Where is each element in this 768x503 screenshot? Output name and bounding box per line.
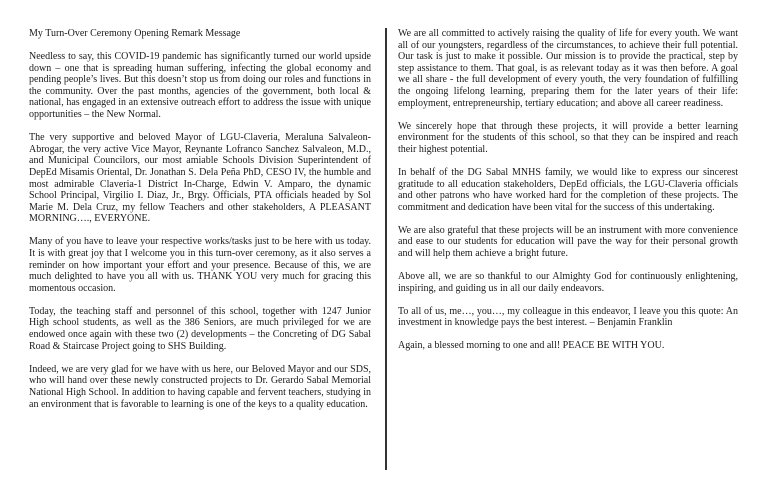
paragraph-pandemic-intro: Needless to say, this COVID-19 pandemic has significantly turned our world upside down – one that is spreading human suffering, infecting the global economy and pending people’s lives. But this doesn’t stop us from doing our roles and functions in the community. Over the past months, agencies of the government, both local & national, has engaged in an extensive outreach effort to address the issue with unique opportunities – the New Normal. xyxy=(29,51,371,121)
paragraph-grateful: We are also grateful that these projects will be an instrument with more convenience and ease to our students for education will pave the way for their personal growth and will help them achieve a bright future. xyxy=(398,224,738,259)
paragraph-greetings: The very supportive and beloved Mayor of LGU-Claveria, Meraluna Salvaleon-Abrogar, the very active Vice Mayor, Reynante Lofranco Sanchez Salvaleon, M.D., and Municipal Councilors, our most amiable Schools Division Superintendent of DepEd Misamis Oriental, Dr. Jonathan S. Dela Peña PhD, CESO IV, the humble and most admirable Claveria-1 District In-Charge, Edwin V. Amparo, the dynamic School Principal, Virgilio I. Diaz, Jr., Brgy. Officials, PTA officials headed by Sol Marie M. Dela Cruz, my fellow Teachers and other stakeholders, A PLEASANT MORNING…., EVERYONE. xyxy=(29,132,371,225)
paragraph-quote: To all of us, me…, you…, my colleague in this endeavor, I leave you this quote: An investment in knowledge pays the best interest. – Benjamin Franklin xyxy=(398,305,738,329)
paragraph-thanks-god: Above all, we are so thankful to our Almighty God for continuously enlightening, inspiring, and guiding us in all our daily endeavors. xyxy=(398,271,738,294)
paragraph-gratitude: In behalf of the DG Sabal MNHS family, we would like to express our sincerest gratitude to all education stakeholders, DepEd officials, the LGU-Claveria officials and other patrons who have worked hard for the completion of these projects. The commitment and dedication have been vital for the success of this undertaking. xyxy=(398,166,738,213)
paragraph-welcome: Many of you have to leave your respective works/tasks just to be here with us today. It is with great joy that I welcome you in this turn-over ceremony, as it also serves a reminder on how important your effort and your presence. Because of this, we are much delighted to have you all with us. THANK YOU very much for gracing this momentous occasion. xyxy=(29,236,371,294)
paragraph-commitment: We are all committed to actively raising the quality of life for every youth. We want all of our youngsters, regardless of the circumstances, to achieve their full potential. Our task is just to make it possible. Our mission is to provide the practical, step by step assistance to them. That goal, is as relevant today as it was then before. A goal we all share - the full development of every youth, the very foundation of fulfilling the ongoing lifelong learning, preparing them for the later years of their life: employment, entrepreneurship, tertiary education; and above all career readiness. xyxy=(398,28,738,109)
left-column xyxy=(29,28,371,422)
column-divider xyxy=(385,28,387,470)
paragraph-developments: Today, the teaching staff and personnel of this school, together with 1247 Junior High school students, as well as the 386 Seniors, are much privileged for we are endowed once again with these two (2) developments – the Concreting of DG Sabal Road & Staircase Project going to SHS Building. xyxy=(29,305,371,352)
paragraph-handover: Indeed, we are very glad for we have with us here, our Beloved Mayor and our SDS, who will hand over these newly constructed projects to Dr. Gerardo Sabal Memorial National High School. In addition to having capable and fervent teachers, studying in an environment that is favorable to learning is one of the keys to a quality education. xyxy=(29,363,371,410)
paragraph-hope: We sincerely hope that through these projects, it will provide a better learning environment for the students of this school, so that they can be inspired and reach their highest potential. xyxy=(398,120,738,155)
paragraph-closing: Again, a blessed morning to one and all! PEACE BE WITH YOU. xyxy=(398,340,665,352)
right-column xyxy=(398,28,738,364)
document-title: My Turn-Over Ceremony Opening Remark Message xyxy=(29,28,241,39)
